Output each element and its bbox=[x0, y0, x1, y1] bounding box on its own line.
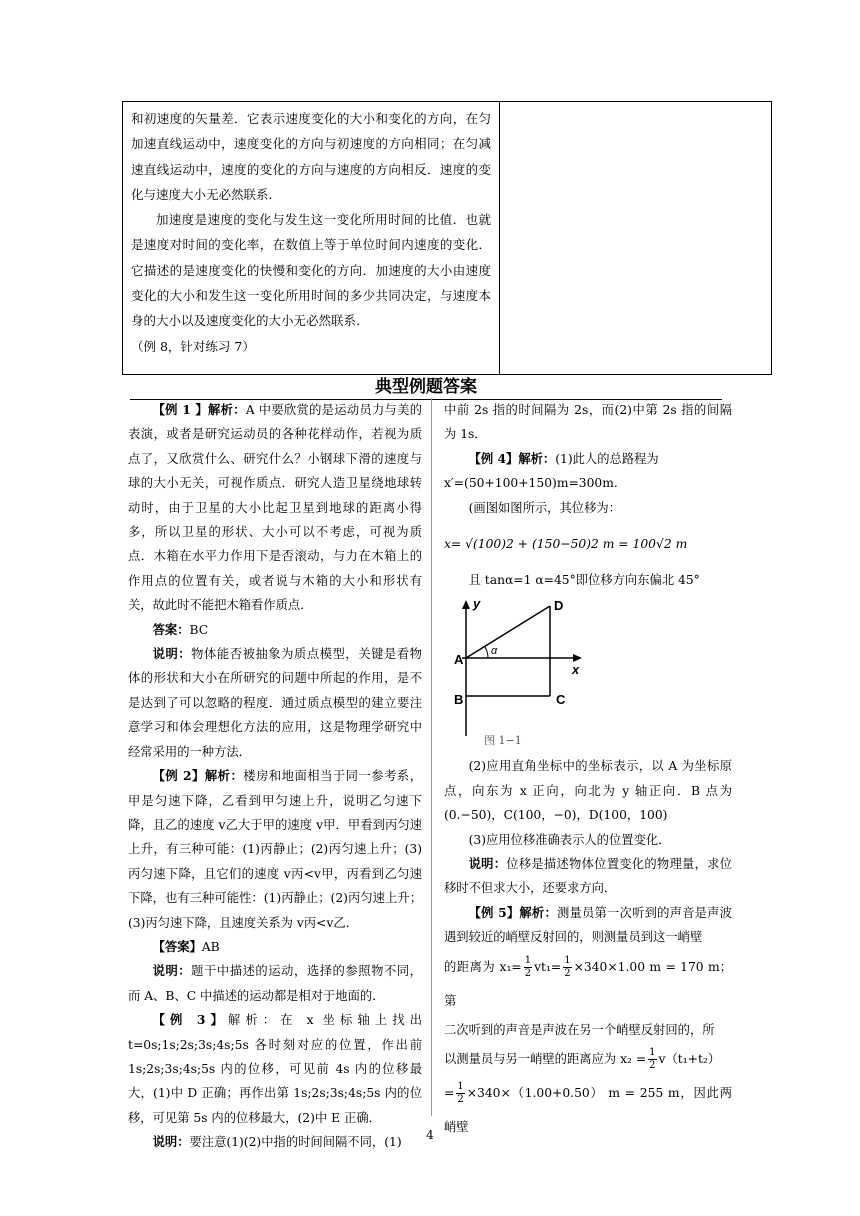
formula-text: 以测量员与另一峭壁的距离应为 x₂ = bbox=[444, 1052, 647, 1067]
example-1 bbox=[128, 398, 422, 618]
point-a-label: A bbox=[454, 652, 464, 668]
formula-line bbox=[444, 1042, 732, 1076]
example-heading: 【例 5】解析： bbox=[468, 904, 557, 920]
example-text: (1)此人的总路程为 bbox=[555, 451, 659, 466]
page-number: 4 bbox=[426, 1128, 434, 1142]
example-text: (2)应用直角坐标中的坐标表示，以 A 为坐标原点，向东为 x 正向，向北为 y 轴正向．B 点为(0.−50)，C(100，−0)，D(100，100) bbox=[444, 759, 732, 823]
displacement-formula: x= √(100)2 + (150−50)2 m = 100√2 m bbox=[444, 536, 688, 551]
example-text: (3)应用位移准确表示人的位置变化． bbox=[468, 832, 671, 847]
continued-text: 中前 2s 指的时间隔为 2s，而(2)中第 2s 指的间隔为 1s． bbox=[444, 403, 732, 442]
y-label: y bbox=[473, 596, 481, 612]
figure-caption: 图 1−1 bbox=[484, 734, 522, 747]
example-4 bbox=[444, 447, 732, 471]
numerator: 1 bbox=[524, 954, 532, 966]
paragraph: 和初速度的矢量差．它表示速度变化的大小和变化的方向，在匀加速直线运动中，速度变化的方向与初速度的方向相同；在匀减速直线运动中，速度的变化的方向与速度的方向相反．速度的变化与速度大小无必然联系． bbox=[131, 111, 491, 202]
displacement-diagram bbox=[454, 596, 584, 746]
point-c-label: C bbox=[556, 692, 566, 708]
section-title: 典型例题答案 bbox=[130, 375, 722, 400]
reference-note: （例 8，针对练习 7） bbox=[131, 338, 255, 354]
column-divider bbox=[431, 398, 432, 1116]
formula-line bbox=[444, 950, 732, 1018]
denominator: 2 bbox=[649, 1060, 656, 1072]
paragraph: 加速度是速度的变化与发生这一变化所用时间的比值．也就是速度对时间的变化率，在数值上等于单位时间内速度的变化．它描述的是速度变化的快慢和变化的方向．加速度的大小由速度变化的大小和发生这一变化所用时间的多少共同决定，与速度本身的大小以及速度变化的大小无必然联系． bbox=[131, 212, 491, 329]
angle-label: α bbox=[491, 645, 498, 658]
table-left-cell bbox=[131, 106, 491, 359]
note bbox=[128, 642, 422, 764]
note-label: 说明： bbox=[152, 1134, 190, 1150]
note-text: 要注意(1)(2)中指的时间间隔不同，(1) bbox=[189, 1135, 402, 1150]
denominator: 2 bbox=[457, 1094, 464, 1106]
example-heading: 【例 1 】解析： bbox=[152, 402, 246, 417]
formula-text: ×340×（1.00+0.50） m = 255 m，因此两峭壁 bbox=[444, 1086, 732, 1135]
answer-label: 【答案】 bbox=[152, 938, 202, 954]
example-heading: 【例 4】解析： bbox=[468, 450, 556, 466]
denominator: 2 bbox=[524, 967, 532, 979]
continued-table bbox=[122, 101, 772, 375]
example-2 bbox=[128, 764, 422, 935]
example-text: 二次听到的声音是声波在另一个峭壁反射回的，所 bbox=[444, 1022, 715, 1037]
example-text: (画图如图所示，其位移为： bbox=[468, 500, 621, 515]
numerator: 1 bbox=[564, 954, 571, 966]
example-3 bbox=[128, 1008, 422, 1130]
note-label: 说明： bbox=[152, 963, 192, 979]
note-label: 说明： bbox=[468, 856, 507, 872]
note bbox=[444, 852, 732, 901]
example-5 bbox=[444, 901, 732, 950]
angle-text: 且 tanα=1 α=45°即位移方向东偏北 45° bbox=[468, 573, 700, 588]
answer-label: 答案： bbox=[152, 621, 190, 637]
x-axis-arrow-icon bbox=[573, 654, 582, 662]
example-text: A 中要欣赏的是运动员力与美的表演，或者是研究运动员的各种花样动作，若视为质点了，又欣赏什么、研究什么？小钢球下滑的速度与球的大小无关，可视作质点．研究人造卫星绕地球转动时，由于卫星的大小比起卫星到地球的距离小得多，所以卫星的形状、大小可以不考虑，可视为质点．木箱在水平力作用下是否滚动，与力在木箱上的作用点的位置有关，或者说与木箱的大小和形状有关，故此时不能把木箱看作质点． bbox=[128, 403, 423, 613]
table-divider bbox=[499, 102, 500, 374]
formula-text: vt₁= bbox=[534, 959, 562, 974]
note bbox=[128, 959, 422, 1008]
point-d-label: D bbox=[554, 598, 564, 614]
answer-value: AB bbox=[201, 939, 220, 954]
formula-text: ×340×1.00 m = 170 m；第 bbox=[444, 959, 732, 1008]
point-b-label: B bbox=[454, 692, 464, 708]
x-label: x bbox=[572, 662, 580, 678]
numerator: 1 bbox=[457, 1081, 464, 1093]
fraction bbox=[456, 1081, 464, 1106]
y-axis-arrow-icon bbox=[462, 600, 470, 609]
figure-1-1 bbox=[454, 596, 584, 746]
formula-text: = bbox=[444, 1086, 455, 1101]
formula-text: 的距离为 x₁= bbox=[444, 959, 522, 974]
denominator: 2 bbox=[564, 967, 571, 979]
note-text: 题干中描述的运动，选择的参照物不同，而 A、B、C 中描述的运动都是相对于地面的． bbox=[128, 964, 422, 1003]
displacement-line bbox=[466, 606, 550, 658]
angle-arc bbox=[485, 647, 488, 658]
numerator: 1 bbox=[649, 1047, 656, 1059]
right-column bbox=[444, 398, 732, 1144]
example-heading: 【例 2】解析： bbox=[152, 768, 244, 784]
example-text: 楼房和地面相当于同一参考系，甲是匀速下降，乙看到甲匀速上升，说明乙匀速下降，且乙的速度 v乙大于甲的速度 v甲．甲看到丙匀速上升，有三种可能：(1)丙静止；(2)丙匀速上升；(3)丙匀速下降，且它们的速度 v丙<v甲，丙看到乙匀速下降，也有三种可能性：(1)丙静止；(2)丙匀速上升；(3)丙匀速下降，且速度关系为 v丙<v乙． bbox=[128, 769, 422, 930]
left-column bbox=[128, 398, 422, 1155]
path-formula: x′=(50+100+150)m=300m. bbox=[444, 476, 618, 491]
formula-text: v（t₁+t₂） bbox=[658, 1052, 721, 1067]
answer-line bbox=[128, 618, 422, 642]
note-text: 位移是描述物体位置变化的物理量，求位移时不但求大小，还要求方向． bbox=[444, 857, 732, 896]
fraction bbox=[524, 955, 532, 980]
fraction bbox=[563, 955, 571, 980]
note-text: 物体能否被抽象为质点模型，关键是看物体的形状和大小在所研究的问题中所起的作用，是不是达到了可以忽略的程度．通过质点模型的建立要注意学习和体会理想化方法的应用，这是物理学研究中经常采用的一种方法． bbox=[128, 647, 422, 759]
example-text: 解析：在 x 坐标轴上找出 t=0s;1s;2s;3s;4s;5s 各时刻对应的位置，作出前 1s;2s;3s;4s;5s 内的位移，可见前 4s 内的位移最大，(1)中 D 正确；再作出第 1s;2s;3s;4s;5s 内的位移，可见第 5s 内的位移最大，(2)中 E 正确． bbox=[128, 1013, 422, 1125]
note-label: 说明： bbox=[152, 646, 192, 662]
answer-line bbox=[128, 935, 422, 959]
fraction bbox=[648, 1047, 656, 1072]
example-text: 测量员第一次听到的声音是声波遇到较近的峭壁反射回的，则测量员到这一峭壁 bbox=[444, 905, 732, 945]
answer-value: BC bbox=[189, 622, 209, 637]
example-heading: 【例 3】 bbox=[152, 1012, 228, 1028]
